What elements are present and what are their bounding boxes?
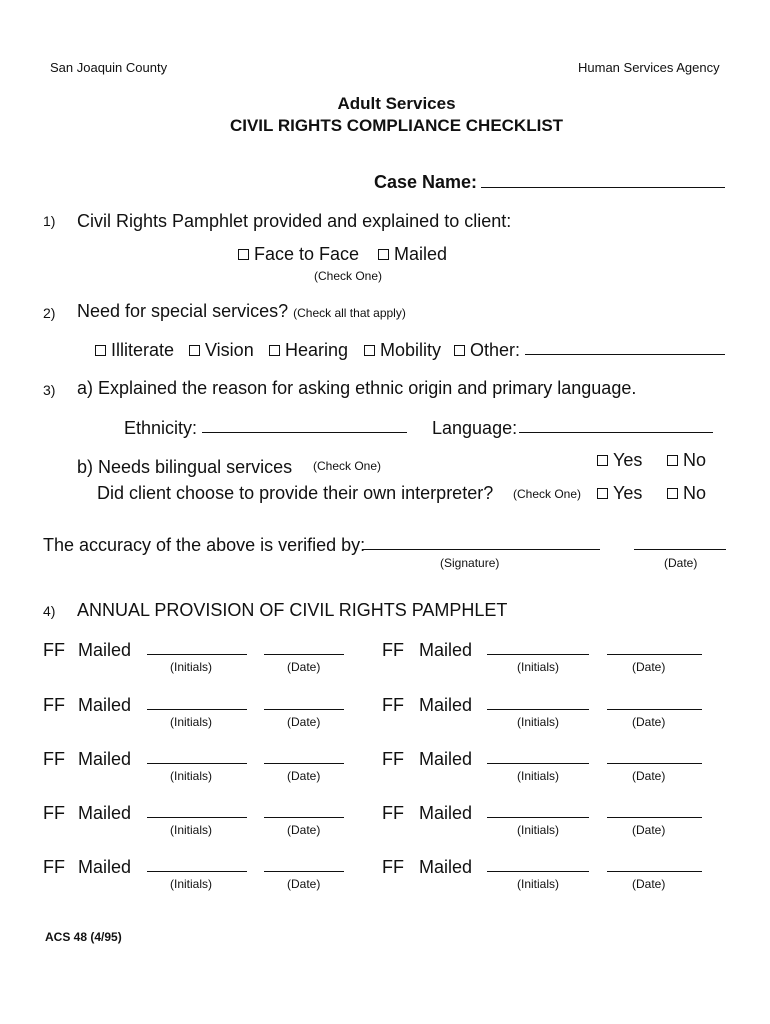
initials-caption: (Initials) <box>517 877 560 891</box>
date-field[interactable] <box>264 654 344 655</box>
initials-field[interactable] <box>487 871 589 872</box>
initials-caption: (Initials) <box>170 769 213 783</box>
mailed-label: Mailed <box>419 857 473 877</box>
mailed-label: Mailed <box>78 640 132 660</box>
ethnicity-field[interactable] <box>202 432 407 433</box>
initials-caption: (Initials) <box>170 660 213 674</box>
verify-date-field[interactable] <box>634 549 726 550</box>
date-caption: (Date) <box>287 769 321 783</box>
checkbox-icon[interactable] <box>597 455 608 466</box>
ff-label: FF <box>43 695 65 715</box>
mailed-label: Mailed <box>419 749 473 769</box>
item-3b-note: (Check One) <box>313 459 382 473</box>
mailed-label: Mailed <box>78 695 132 715</box>
checkbox-icon[interactable] <box>238 249 249 260</box>
checkbox-icon[interactable] <box>667 488 678 499</box>
date-field[interactable] <box>264 763 344 764</box>
date-field[interactable] <box>607 763 702 764</box>
checkbox-icon[interactable] <box>667 455 678 466</box>
date-field[interactable] <box>264 817 344 818</box>
language-label: Language: <box>432 418 518 438</box>
checkbox-icon[interactable] <box>364 345 375 356</box>
initials-field[interactable] <box>147 871 247 872</box>
date-caption: (Date) <box>287 660 321 674</box>
initials-field[interactable] <box>147 654 247 655</box>
mailed-label: Mailed <box>78 857 132 877</box>
option-vision[interactable]: Vision <box>189 340 254 361</box>
ff-label: FF <box>382 749 404 769</box>
date-caption: (Date) <box>632 769 666 783</box>
interpreter-yes[interactable]: Yes <box>597 483 642 504</box>
date-caption: (Date) <box>287 715 321 729</box>
date-field[interactable] <box>607 871 702 872</box>
initials-field[interactable] <box>487 709 589 710</box>
item-1-option-mailed[interactable]: Mailed <box>378 244 447 265</box>
signature-field[interactable] <box>362 549 600 550</box>
ff-label: FF <box>382 695 404 715</box>
other-field[interactable] <box>525 354 725 355</box>
initials-field[interactable] <box>487 654 589 655</box>
item-1-number: 1) <box>43 213 56 229</box>
county-name: San Joaquin County <box>50 60 168 75</box>
date-caption: (Date) <box>287 877 321 891</box>
option-illiterate[interactable]: Illiterate <box>95 340 174 361</box>
date-caption: (Date) <box>632 877 666 891</box>
ff-label: FF <box>43 640 65 660</box>
item-3-number: 3) <box>43 382 56 398</box>
initials-field[interactable] <box>147 709 247 710</box>
initials-field[interactable] <box>487 763 589 764</box>
case-name-field[interactable] <box>481 187 725 188</box>
item-4-title: ANNUAL PROVISION OF CIVIL RIGHTS PAMPHLET <box>77 600 508 620</box>
initials-field[interactable] <box>147 763 247 764</box>
ff-label: FF <box>382 640 404 660</box>
form-subtitle: Adult Services <box>337 94 456 113</box>
item-1-text: Civil Rights Pamphlet provided and explained to client: <box>77 211 512 231</box>
initials-caption: (Initials) <box>517 823 560 837</box>
mailed-label: Mailed <box>78 803 132 823</box>
date-caption: (Date) <box>632 823 666 837</box>
checkbox-icon[interactable] <box>189 345 200 356</box>
item-4-number: 4) <box>43 603 56 619</box>
date-caption: (Date) <box>632 660 666 674</box>
initials-caption: (Initials) <box>517 769 560 783</box>
item-2-text: Need for special services? (Check all that apply) <box>77 301 406 321</box>
agency-name: Human Services Agency <box>578 60 720 75</box>
form-title: CIVIL RIGHTS COMPLIANCE CHECKLIST <box>229 116 564 135</box>
option-other[interactable]: Other: <box>454 340 520 361</box>
signature-caption: (Signature) <box>440 556 500 570</box>
item-3b-text: b) Needs bilingual services <box>77 457 293 477</box>
item-2-number: 2) <box>43 305 56 321</box>
checkbox-icon[interactable] <box>378 249 389 260</box>
bilingual-yes[interactable]: Yes <box>597 450 642 471</box>
date-field[interactable] <box>264 709 344 710</box>
initials-caption: (Initials) <box>517 660 560 674</box>
initials-field[interactable] <box>487 817 589 818</box>
date-caption: (Date) <box>632 715 666 729</box>
item-1-note: (Check One) <box>314 269 383 283</box>
mailed-label: Mailed <box>78 749 132 769</box>
interpreter-note: (Check One) <box>513 487 582 501</box>
date-caption: (Date) <box>287 823 321 837</box>
item-1-option-face[interactable]: Face to Face <box>238 244 359 265</box>
verify-date-caption: (Date) <box>664 556 698 570</box>
initials-field[interactable] <box>147 817 247 818</box>
checkbox-icon[interactable] <box>95 345 106 356</box>
ff-label: FF <box>43 857 65 877</box>
option-mobility[interactable]: Mobility <box>364 340 441 361</box>
ff-label: FF <box>382 803 404 823</box>
initials-caption: (Initials) <box>170 823 213 837</box>
date-field[interactable] <box>607 709 702 710</box>
date-field[interactable] <box>264 871 344 872</box>
initials-caption: (Initials) <box>517 715 560 729</box>
interpreter-no[interactable]: No <box>667 483 706 504</box>
form-id: ACS 48 (4/95) <box>45 930 122 944</box>
ethnicity-label: Ethnicity: <box>124 418 198 438</box>
interpreter-text: Did client choose to provide their own interpreter? <box>97 483 494 503</box>
ff-label: FF <box>43 803 65 823</box>
option-hearing[interactable]: Hearing <box>269 340 348 361</box>
initials-caption: (Initials) <box>170 877 213 891</box>
date-field[interactable] <box>607 654 702 655</box>
checkbox-icon[interactable] <box>454 345 465 356</box>
language-field[interactable] <box>519 432 713 433</box>
case-name-label: Case Name: <box>374 172 478 192</box>
mailed-label: Mailed <box>419 695 473 715</box>
ff-label: FF <box>43 749 65 769</box>
verify-text: The accuracy of the above is verified by: <box>43 535 366 555</box>
checkbox-icon[interactable] <box>269 345 280 356</box>
bilingual-no[interactable]: No <box>667 450 706 471</box>
mailed-label: Mailed <box>419 640 473 660</box>
initials-caption: (Initials) <box>170 715 213 729</box>
checkbox-icon[interactable] <box>597 488 608 499</box>
item-3a-text: a) Explained the reason for asking ethnic origin and primary language. <box>77 378 637 398</box>
mailed-label: Mailed <box>419 803 473 823</box>
ff-label: FF <box>382 857 404 877</box>
date-field[interactable] <box>607 817 702 818</box>
